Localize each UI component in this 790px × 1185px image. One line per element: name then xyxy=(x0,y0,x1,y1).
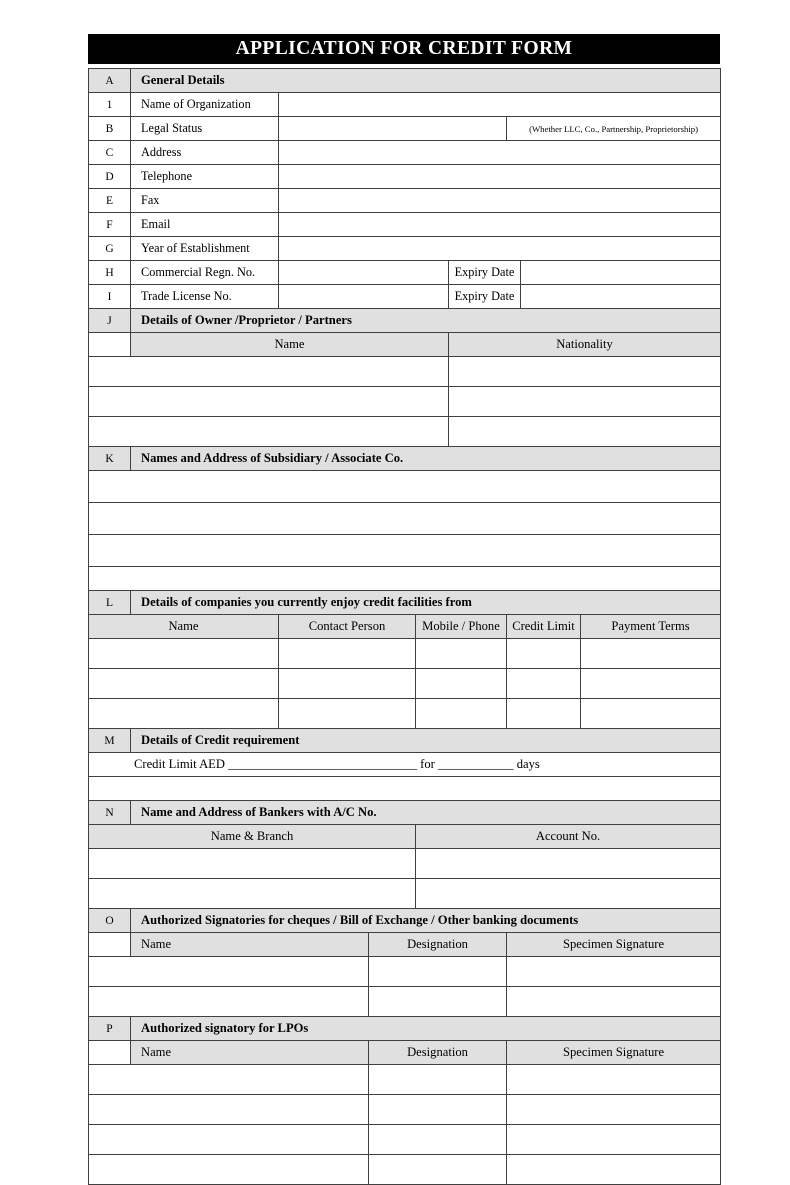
section-j-data-row-2 xyxy=(89,387,721,417)
section-o-signature-cell-1[interactable] xyxy=(507,957,721,987)
section-l-header-row xyxy=(89,591,721,615)
section-n-branch-cell-1[interactable] xyxy=(89,849,416,879)
section-o-heading: Authorized Signatories for cheques / Bill of Exchange / Other banking documents xyxy=(131,909,721,933)
label-fax: Fax xyxy=(131,189,279,213)
section-l-name-cell-2[interactable] xyxy=(89,669,279,699)
section-p-designation-cell-4[interactable] xyxy=(369,1155,507,1185)
section-l-letter: L xyxy=(89,591,131,615)
spacer-after-section-m xyxy=(89,777,721,801)
section-m-header-row xyxy=(89,729,721,753)
row-telephone xyxy=(89,165,721,189)
section-p-designation-cell-2[interactable] xyxy=(369,1095,507,1125)
section-k-data-row-3 xyxy=(89,535,721,567)
section-n-letter: N xyxy=(89,801,131,825)
section-j-name-cell-1[interactable] xyxy=(89,357,449,387)
section-l-data-row-1 xyxy=(89,639,721,669)
row-letter-i: I xyxy=(89,285,131,309)
section-p-col-designation: Designation xyxy=(369,1041,507,1065)
row-letter-d: D xyxy=(89,165,131,189)
row-email xyxy=(89,213,721,237)
section-p-letter: P xyxy=(89,1017,131,1041)
section-j-nationality-cell-1[interactable] xyxy=(449,357,721,387)
section-o-designation-cell-2[interactable] xyxy=(369,987,507,1017)
field-trade-license-no[interactable] xyxy=(279,285,449,309)
label-address: Address xyxy=(131,141,279,165)
section-p-heading: Authorized signatory for LPOs xyxy=(131,1017,721,1041)
section-j-heading: Details of Owner /Proprietor / Partners xyxy=(131,309,721,333)
row-trade-license-no xyxy=(89,285,721,309)
field-year-of-establishment[interactable] xyxy=(279,237,721,261)
section-p-data-row-1 xyxy=(89,1065,721,1095)
section-p-col-specimen-signature: Specimen Signature xyxy=(507,1041,721,1065)
section-n-col-account-no: Account No. xyxy=(416,825,721,849)
section-j-header-row xyxy=(89,309,721,333)
row-year-of-establishment xyxy=(89,237,721,261)
section-m-credit-limit-row xyxy=(89,753,721,777)
section-k-cell-3[interactable] xyxy=(89,535,721,567)
row-commercial-regn-no xyxy=(89,261,721,285)
section-o-letter: O xyxy=(89,909,131,933)
field-legal-status[interactable] xyxy=(279,117,507,141)
section-l-name-cell-3[interactable] xyxy=(89,699,279,729)
section-j-letter: J xyxy=(89,309,131,333)
section-p-col-name: Name xyxy=(131,1041,369,1065)
field-address[interactable] xyxy=(279,141,721,165)
section-k-cell-1[interactable] xyxy=(89,471,721,503)
section-l-terms-cell-3[interactable] xyxy=(581,699,721,729)
row-letter-g: G xyxy=(89,237,131,261)
field-email[interactable] xyxy=(279,213,721,237)
field-name-of-organization[interactable] xyxy=(279,93,721,117)
page-title: APPLICATION FOR CREDIT FORM xyxy=(235,38,573,59)
label-commercial-regn-no: Commercial Regn. No. xyxy=(131,261,279,285)
label-legal-status: Legal Status xyxy=(131,117,279,141)
row-address xyxy=(89,141,721,165)
section-j-nationality-cell-2[interactable] xyxy=(449,387,721,417)
section-l-terms-cell-2[interactable] xyxy=(581,669,721,699)
row-index-1: 1 xyxy=(89,93,131,117)
section-k-cell-2[interactable] xyxy=(89,503,721,535)
section-p-designation-cell-3[interactable] xyxy=(369,1125,507,1155)
section-l-col-payment-terms: Payment Terms xyxy=(581,615,721,639)
section-l-column-header-row xyxy=(89,615,721,639)
section-k-header-row xyxy=(89,447,721,471)
label-name-of-organization: Name of Organization xyxy=(131,93,279,117)
section-l-contact-cell-1[interactable] xyxy=(279,639,416,669)
section-l-data-row-2 xyxy=(89,669,721,699)
row-name-of-organization xyxy=(89,93,721,117)
row-letter-b: B xyxy=(89,117,131,141)
section-j-col-name: Name xyxy=(131,333,449,357)
section-o-col-specimen-signature: Specimen Signature xyxy=(507,933,721,957)
section-j-name-cell-2[interactable] xyxy=(89,387,449,417)
row-letter-e: E xyxy=(89,189,131,213)
section-l-phone-cell-1[interactable] xyxy=(416,639,507,669)
section-p-signature-cell-3[interactable] xyxy=(507,1125,721,1155)
section-p-data-row-4 xyxy=(89,1155,721,1185)
section-o-col-name: Name xyxy=(131,933,369,957)
section-p-designation-cell-1[interactable] xyxy=(369,1065,507,1095)
section-o-corner-cell xyxy=(89,933,131,957)
section-n-data-row-1 xyxy=(89,849,721,879)
section-m-heading: Details of Credit requirement xyxy=(131,729,721,753)
section-o-col-designation: Designation xyxy=(369,933,507,957)
section-a-header-row xyxy=(89,69,721,93)
section-p-corner-cell xyxy=(89,1041,131,1065)
label-trade-license-no: Trade License No. xyxy=(131,285,279,309)
field-commercial-expiry-date[interactable] xyxy=(521,261,721,285)
section-p-name-cell-1[interactable] xyxy=(89,1065,369,1095)
label-commercial-expiry-date: Expiry Date xyxy=(449,261,521,285)
field-telephone[interactable] xyxy=(279,165,721,189)
field-fax[interactable] xyxy=(279,189,721,213)
section-k-data-row-2 xyxy=(89,503,721,535)
form-title-banner xyxy=(88,34,720,64)
section-n-branch-cell-2[interactable] xyxy=(89,879,416,909)
section-p-header-row xyxy=(89,1017,721,1041)
section-m-letter: M xyxy=(89,729,131,753)
section-j-nationality-cell-3[interactable] xyxy=(449,417,721,447)
label-email: Email xyxy=(131,213,279,237)
section-n-header-row xyxy=(89,801,721,825)
section-a-letter: A xyxy=(89,69,131,93)
section-l-col-mobile-phone: Mobile / Phone xyxy=(416,615,507,639)
credit-limit-blank-amount[interactable]: ______________________________ xyxy=(228,757,418,771)
section-k-heading: Names and Address of Subsidiary / Associate Co. xyxy=(131,447,721,471)
label-year-of-establishment: Year of Establishment xyxy=(131,237,279,261)
field-commercial-regn-no[interactable] xyxy=(279,261,449,285)
label-trade-license-expiry-date: Expiry Date xyxy=(449,285,521,309)
section-p-data-row-3 xyxy=(89,1125,721,1155)
hint-legal-status: (Whether LLC, Co., Partnership, Proprietorship) xyxy=(507,117,721,141)
section-l-terms-cell-1[interactable] xyxy=(581,639,721,669)
section-l-col-contact-person: Contact Person xyxy=(279,615,416,639)
section-o-data-row-2 xyxy=(89,987,721,1017)
spacer-after-section-k xyxy=(89,567,721,591)
section-n-account-cell-1[interactable] xyxy=(416,849,721,879)
spacer-cell-k xyxy=(89,567,721,591)
row-letter-h: H xyxy=(89,261,131,285)
credit-application-table xyxy=(88,68,721,1185)
section-n-col-name-branch: Name & Branch xyxy=(89,825,416,849)
credit-limit-line[interactable] xyxy=(89,753,721,777)
section-l-name-cell-1[interactable] xyxy=(89,639,279,669)
section-l-contact-cell-2[interactable] xyxy=(279,669,416,699)
section-p-signature-cell-1[interactable] xyxy=(507,1065,721,1095)
section-o-designation-cell-1[interactable] xyxy=(369,957,507,987)
label-telephone: Telephone xyxy=(131,165,279,189)
row-letter-c: C xyxy=(89,141,131,165)
section-o-column-header-row xyxy=(89,933,721,957)
section-n-data-row-2 xyxy=(89,879,721,909)
credit-form-table-wrapper xyxy=(88,68,720,1185)
section-o-name-cell-1[interactable] xyxy=(89,957,369,987)
section-l-phone-cell-2[interactable] xyxy=(416,669,507,699)
credit-limit-for-label: for xyxy=(420,757,435,771)
section-l-phone-cell-3[interactable] xyxy=(416,699,507,729)
section-p-column-header-row xyxy=(89,1041,721,1065)
section-l-limit-cell-3[interactable] xyxy=(507,699,581,729)
section-o-header-row xyxy=(89,909,721,933)
spacer-cell-m xyxy=(89,777,721,801)
section-p-signature-cell-2[interactable] xyxy=(507,1095,721,1125)
section-l-col-name: Name xyxy=(89,615,279,639)
field-trade-license-expiry-date[interactable] xyxy=(521,285,721,309)
section-j-col-nationality: Nationality xyxy=(449,333,721,357)
section-k-data-row-1 xyxy=(89,471,721,503)
section-n-column-header-row xyxy=(89,825,721,849)
section-j-column-header-row xyxy=(89,333,721,357)
section-p-name-cell-4[interactable] xyxy=(89,1155,369,1185)
section-p-data-row-2 xyxy=(89,1095,721,1125)
row-letter-f: F xyxy=(89,213,131,237)
credit-limit-label: Credit Limit AED xyxy=(134,757,225,771)
section-o-data-row-1 xyxy=(89,957,721,987)
section-j-data-row-1 xyxy=(89,357,721,387)
section-o-signature-cell-2[interactable] xyxy=(507,987,721,1017)
section-p-name-cell-3[interactable] xyxy=(89,1125,369,1155)
section-l-heading: Details of companies you currently enjoy credit facilities from xyxy=(131,591,721,615)
section-j-data-row-3 xyxy=(89,417,721,447)
section-n-account-cell-2[interactable] xyxy=(416,879,721,909)
section-l-limit-cell-1[interactable] xyxy=(507,639,581,669)
section-j-corner-cell xyxy=(89,333,131,357)
section-l-col-credit-limit: Credit Limit xyxy=(507,615,581,639)
section-a-heading: General Details xyxy=(131,69,721,93)
section-l-contact-cell-3[interactable] xyxy=(279,699,416,729)
section-l-data-row-3 xyxy=(89,699,721,729)
section-k-letter: K xyxy=(89,447,131,471)
section-p-name-cell-2[interactable] xyxy=(89,1095,369,1125)
row-legal-status xyxy=(89,117,721,141)
row-fax xyxy=(89,189,721,213)
section-n-heading: Name and Address of Bankers with A/C No. xyxy=(131,801,721,825)
section-o-name-cell-2[interactable] xyxy=(89,987,369,1017)
section-l-limit-cell-2[interactable] xyxy=(507,669,581,699)
section-j-name-cell-3[interactable] xyxy=(89,417,449,447)
credit-limit-days-label: days xyxy=(516,757,540,771)
credit-limit-blank-days[interactable]: ____________ xyxy=(438,757,514,771)
section-p-signature-cell-4[interactable] xyxy=(507,1155,721,1185)
